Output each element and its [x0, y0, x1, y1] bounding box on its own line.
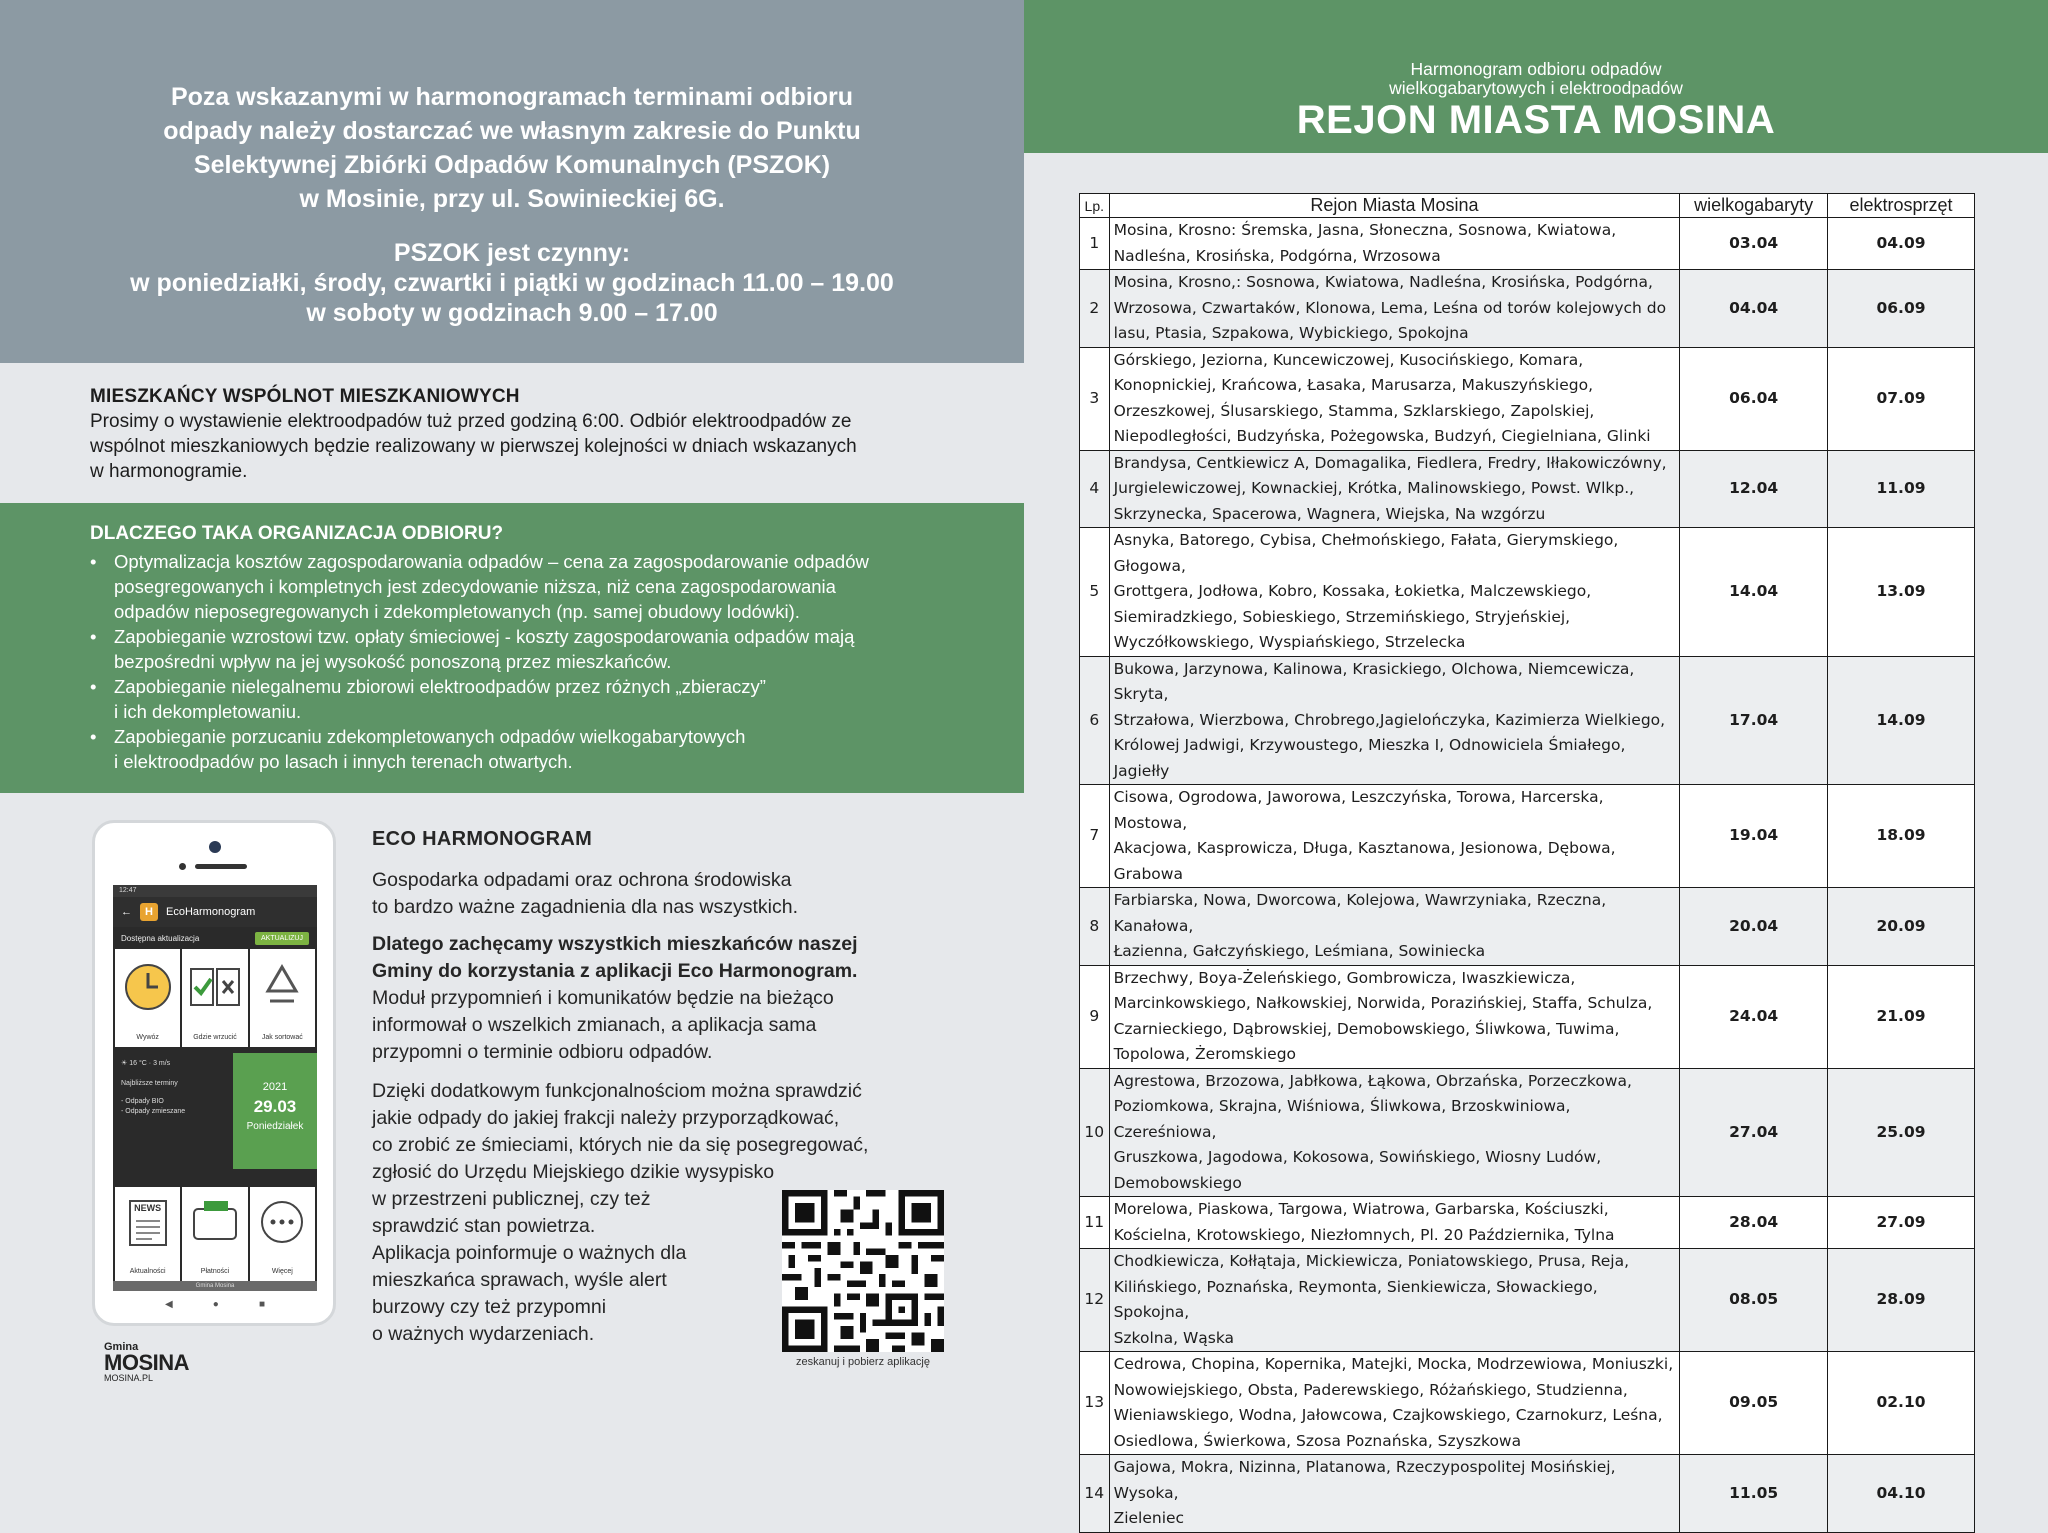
camera-icon	[209, 841, 221, 853]
row-number: 7	[1080, 785, 1110, 888]
eco-p2: Dlatego zachęcamy wszystkich mieszkańców naszej Gminy do korzystania z aplikacji Eco Harmonogram. Moduł przypomnień i komunikatów będzie na bieżąco informował o wszelkich zmianach, a aplikacja sama przypomni o terminie odbioru odpadów.	[372, 933, 858, 1063]
street-line: Skrzynecka, Spacerowa, Wagnera, Wiejska, Na wzgórzu	[1113, 504, 1546, 523]
update-button: AKTUALIZUJ	[255, 932, 309, 945]
schedule-title: REJON MIASTA MOSINA	[1296, 98, 1776, 142]
street-line: Niepodległości, Budzyńska, Pożegowska, Budzyń, Ciegielniana, Glinki	[1113, 427, 1651, 445]
calendar-widget	[113, 1053, 317, 1169]
date-electro-waste: 14.09	[1828, 656, 1975, 785]
date-large-waste: 19.04	[1680, 785, 1828, 888]
row-streets	[1109, 347, 1680, 450]
street-line: Szkolna, Wąska	[1113, 1328, 1235, 1347]
tile-pickup: Wywóz	[115, 949, 180, 1047]
row-streets	[1109, 656, 1680, 785]
recycle-icon	[256, 961, 308, 1013]
back-nav-icon: ◀	[165, 1299, 173, 1310]
home-nav-icon: ●	[212, 1299, 219, 1310]
weather-info: ☀ 16 °C · 3 m/s Najbliższe terminy - Odpady BIO - Odpady zmieszane	[113, 1053, 233, 1169]
table-row	[1080, 656, 1975, 785]
street-line: Brzechwy, Boya-Żeleńskiego, Gombrowicza, Iwaszkiewicza,	[1113, 968, 1576, 987]
date-large-waste: 09.05	[1680, 1352, 1828, 1455]
table-row	[1080, 888, 1975, 966]
row-streets	[1109, 218, 1680, 270]
row-number: 12	[1080, 1249, 1110, 1352]
date-large-waste: 17.04	[1680, 656, 1828, 785]
street-line: Górskiego, Jeziorna, Kuncewiczowej, Kusocińskiego, Komara,	[1113, 350, 1584, 369]
schedule-subtitle: Harmonogram odbioru odpadów wielkogabarytowych i elektroodpadów	[1389, 59, 1683, 98]
top-tiles	[113, 949, 317, 1047]
row-number: 3	[1080, 347, 1110, 450]
street-line: Nadleśna, Krosińska, Podgórna, Wrzosowa	[1113, 246, 1441, 265]
app-header	[113, 897, 317, 927]
row-number: 8	[1080, 888, 1110, 966]
schedule-header	[1024, 0, 2048, 153]
table-row	[1080, 1068, 1975, 1197]
street-line: Gruszkowa, Jagodowa, Kokosowa, Sowińskiego, Wiosny Ludów,	[1113, 1148, 1602, 1166]
street-line: Mosina, Krosno: Śremska, Jasna, Słoneczna, Sosnowa, Kwiatowa,	[1113, 221, 1617, 239]
housing-heading: MIESZKAŃCY WSPÓLNOT MIESZKANIOWYCH	[90, 386, 520, 407]
status-bar: 12:47	[113, 885, 317, 897]
date-large-waste: 12.04	[1680, 450, 1828, 528]
date-large-waste: 27.04	[1680, 1068, 1828, 1197]
phone-mockup	[92, 820, 336, 1326]
why-item: • Zapobieganie wzrostowi tzw. opłaty śmieciowej - koszty zagospodarowania odpadów mają bezpośredni wpływ na jej wysokość ponoszoną przez mieszkańców.	[90, 624, 970, 674]
street-line: Orzeszkowej, Ślusarskiego, Stamma, Szklarskiego, Zapolskiej,	[1113, 401, 1595, 420]
eco-harmonogram-section	[372, 826, 972, 1076]
tile-more: Więcej	[250, 1187, 315, 1281]
why-heading: DLACZEGO TAKA ORGANIZACJA ODBIORU?	[90, 523, 504, 544]
qr-caption: zeskanuj i pobierz aplikację	[796, 1356, 930, 1368]
left-panel	[0, 0, 1024, 1461]
street-line: Strzałowa, Wierzbowa, Chrobrego,Jagielończyka, Kazimierza Wielkiego,	[1113, 710, 1666, 729]
app-footer: Gmina Mosina	[113, 1281, 317, 1291]
date-electro-waste: 20.09	[1828, 888, 1975, 966]
pszok-hours-title: PSZOK jest czynny:	[393, 239, 631, 267]
street-line: Konopnickiej, Krańcowa, Łasaka, Marusarza, Makuszyńskiego,	[1113, 376, 1594, 394]
street-line: Topolowa, Żeromskiego	[1113, 1045, 1297, 1063]
row-streets	[1109, 888, 1680, 966]
date-large-waste: 14.04	[1680, 528, 1828, 657]
street-line: Siemiradzkiego, Sobieskiego, Strzemińskiego, Stryjeńskiej,	[1113, 607, 1571, 626]
housing-communities-section	[90, 385, 960, 484]
date-electro-waste: 02.10	[1828, 1352, 1975, 1455]
next-date: 2021 29.03 Poniedziałek	[233, 1053, 317, 1169]
row-number: 4	[1080, 450, 1110, 528]
clock-icon	[122, 961, 174, 1013]
schedule-table	[1079, 193, 1975, 1533]
street-line: Zieleniec	[1113, 1509, 1185, 1527]
table-header-row	[1080, 194, 1975, 218]
table-row	[1080, 347, 1975, 450]
why-section	[0, 503, 1024, 793]
sun-icon: ☀	[121, 1060, 128, 1067]
table-row	[1080, 270, 1975, 348]
date-electro-waste: 28.09	[1828, 1249, 1975, 1352]
street-line: lasu, Ptasia, Szpakowa, Wybickiego, Spokojna	[1113, 324, 1469, 342]
row-streets	[1109, 785, 1680, 888]
pszok-hours: w poniedziałki, środy, czwartki i piątki w godzinach 11.00 – 19.00 w soboty w godzinach 9.00 – 17.00	[130, 269, 894, 327]
sensor-dot	[179, 863, 186, 870]
row-number: 2	[1080, 270, 1110, 348]
table-row	[1080, 218, 1975, 270]
more-icon	[259, 1199, 305, 1245]
qr-code-icon[interactable]	[782, 1190, 944, 1352]
phone-nav-bar	[165, 1299, 265, 1310]
street-line: Kilińskiego, Poznańska, Reymonta, Sienkiewicza, Słowackiego, Spokojna,	[1113, 1277, 1598, 1321]
street-line: Wieniawskiego, Wodna, Jałowcowa, Czajkowskiego, Czarnokurz, Leśna,	[1113, 1406, 1663, 1424]
table-row	[1080, 1197, 1975, 1249]
bins-icon	[187, 961, 243, 1013]
street-line: Królowej Jadwigi, Krzywoustego, Mieszka I, Odnowiciela Śmiałego, Jagiełły	[1113, 736, 1626, 780]
table-row	[1080, 785, 1975, 888]
street-line: Farbiarska, Nowa, Dworcowa, Kolejowa, Wawrzyniaka, Rzeczna, Kanałowa,	[1113, 891, 1607, 935]
date-electro-waste: 04.09	[1828, 218, 1975, 270]
table-row	[1080, 1455, 1975, 1533]
recent-nav-icon: ■	[258, 1299, 265, 1310]
date-electro-waste: 25.09	[1828, 1068, 1975, 1197]
row-streets	[1109, 450, 1680, 528]
why-list	[90, 549, 970, 774]
date-large-waste: 03.04	[1680, 218, 1828, 270]
date-large-waste: 08.05	[1680, 1249, 1828, 1352]
date-large-waste: 20.04	[1680, 888, 1828, 966]
street-line: Gajowa, Mokra, Nizinna, Platanowa, Rzeczypospolitej Mosińskiej, Wysoka,	[1113, 1458, 1616, 1502]
wallet-icon	[190, 1199, 240, 1243]
row-streets	[1109, 1249, 1680, 1352]
date-electro-waste: 18.09	[1828, 785, 1975, 888]
row-number: 10	[1080, 1068, 1110, 1197]
street-line: Brandysa, Centkiewicz A, Domagalika, Fiedlera, Fredry, Iłłakowiczówny,	[1113, 453, 1667, 472]
date-large-waste: 04.04	[1680, 270, 1828, 348]
why-item: • Zapobieganie nielegalnemu zbiorowi elektroodpadów przez różnych „zbieraczy” i ich dekompletowaniu.	[90, 674, 970, 724]
date-electro-waste: 04.10	[1828, 1455, 1975, 1533]
row-number: 14	[1080, 1455, 1110, 1533]
date-large-waste: 11.05	[1680, 1455, 1828, 1533]
table-row	[1080, 1249, 1975, 1352]
row-number: 6	[1080, 656, 1110, 785]
street-line: Kościelna, Krotowskiego, Niezłomnych, Pl. 20 Października, Tylna	[1113, 1225, 1615, 1244]
housing-text: Prosimy o wystawienie elektroodpadów tuż przed godziną 6:00. Odbiór elektroodpadów ze wspólnot mieszkaniowych będzie realizowany w pierwszej kolejności w dniach wskazanych w harmonogramie.	[90, 411, 857, 482]
bottom-tiles	[115, 1187, 315, 1281]
street-line: Osiedlowa, Świerkowa, Szosa Poznańska, Szyszkowa	[1113, 1431, 1522, 1450]
row-number: 5	[1080, 528, 1110, 657]
date-electro-waste: 07.09	[1828, 347, 1975, 450]
table-row	[1080, 965, 1975, 1068]
date-electro-waste: 13.09	[1828, 528, 1975, 657]
tile-news: NEWS Aktualności	[115, 1187, 180, 1281]
row-streets	[1109, 528, 1680, 657]
street-line: Marcinkowskiego, Nałkowskiej, Norwida, Porazińskiej, Staffa, Schulza,	[1113, 994, 1653, 1012]
row-streets	[1109, 270, 1680, 348]
row-streets	[1109, 965, 1680, 1068]
row-streets	[1109, 1068, 1680, 1197]
street-line: Czarnieckiego, Dąbrowskiej, Demobowskiego, Śliwkowa, Tuwima,	[1113, 1019, 1620, 1038]
date-large-waste: 24.04	[1680, 965, 1828, 1068]
row-number: 11	[1080, 1197, 1110, 1249]
row-streets	[1109, 1455, 1680, 1533]
date-electro-waste: 27.09	[1828, 1197, 1975, 1249]
pszok-intro: Poza wskazanymi w harmonogramach terminami odbioru odpady należy dostarczać we własnym zakresie do Punktu Selektywnej Zbiórki Odpadów Komunalnych (PSZOK) w Mosinie, przy ul. Sowinieckiej 6G.	[163, 83, 861, 213]
street-line: Bukowa, Jarzynowa, Kalinowa, Krasickiego, Olchowa, Niemcewicza, Skryta,	[1113, 659, 1635, 703]
col-large: wielkogabaryty	[1680, 194, 1828, 218]
tile-payments: Płatności	[182, 1187, 247, 1281]
street-line: Cisowa, Ogrodowa, Jaworowa, Leszczyńska, Torowa, Harcerska, Mostowa,	[1113, 788, 1604, 832]
date-electro-waste: 06.09	[1828, 270, 1975, 348]
eco-p1: Gospodarka odpadami oraz ochrona środowiska to bardzo ważne zagadnienia dla nas wszystkich.	[372, 869, 798, 918]
table-row	[1080, 1352, 1975, 1455]
street-line: Mosina, Krosno,: Sosnowa, Kwiatowa, Nadleśna, Krosińska, Podgórna,	[1113, 273, 1653, 291]
speaker-grille	[195, 864, 247, 869]
tile-sort: Jak sortować	[250, 949, 315, 1047]
table-row	[1080, 528, 1975, 657]
date-large-waste: 28.04	[1680, 1197, 1828, 1249]
street-line: Morelowa, Piaskowa, Targowa, Wiatrowa, Garbarska, Kościuszki,	[1113, 1200, 1609, 1218]
table-row	[1080, 450, 1975, 528]
phone-screen	[113, 885, 317, 1291]
street-line: Jurgielewiczowej, Kownackiej, Krótka, Malinowskiego, Powst. Wlkp.,	[1113, 479, 1635, 497]
date-large-waste: 06.04	[1680, 347, 1828, 450]
why-item: • Optymalizacja kosztów zagospodarowania odpadów – cena za zagospodarowanie odpadów posegregowanych i kompletnych jest zdecydowanie niższa, niż cena zagospodarowania odpadów nieposegregowanych i zdekompletowanych (np. samej obudowy lodówki).	[90, 549, 970, 624]
row-streets	[1109, 1197, 1680, 1249]
street-line: Poziomkowa, Skrajna, Wiśniowa, Śliwkowa, Brzoskwiniowa, Czereśniowa,	[1113, 1097, 1571, 1141]
right-panel	[1024, 0, 2048, 1527]
row-number: 13	[1080, 1352, 1110, 1455]
street-line: Wrzosowa, Czwartaków, Klonowa, Lema, Leśna od torów kolejowych do	[1113, 298, 1667, 317]
back-arrow-icon: ←	[121, 906, 132, 918]
gmina-mosina-logo: Gmina MOSINA MOSINA.PL	[104, 1341, 189, 1383]
street-line: Agrestowa, Brzozowa, Jabłkowa, Łąkowa, Obrzańska, Porzeczkowa,	[1113, 1071, 1632, 1090]
date-electro-waste: 21.09	[1828, 965, 1975, 1068]
street-line: Chodkiewicza, Kołłątaja, Mickiewicza, Poniatowskiego, Prusa, Reja,	[1113, 1252, 1630, 1270]
app-name: EcoHarmonogram	[166, 906, 256, 918]
col-electro: elektrosprzęt	[1828, 194, 1975, 218]
date-electro-waste: 11.09	[1828, 450, 1975, 528]
row-streets	[1109, 1352, 1680, 1455]
street-line: Nowowiejskiego, Obsta, Paderewskiego, Różańskiego, Studzienna,	[1113, 1380, 1628, 1399]
col-lp: Lp.	[1080, 194, 1110, 218]
app-logo-icon: H	[140, 903, 158, 921]
update-bar: Dostępna aktualizacja AKTUALIZUJ	[113, 927, 317, 949]
row-number: 9	[1080, 965, 1110, 1068]
eco-heading: ECO HARMONOGRAM	[372, 828, 593, 850]
street-line: Cedrowa, Chopina, Kopernika, Matejki, Mocka, Modrzewiowa, Moniuszki,	[1113, 1355, 1674, 1373]
row-number: 1	[1080, 218, 1110, 270]
eco-p3: Dzięki dodatkowym funkcjonalnościom można sprawdzić jakie odpady do jakiej frakcji należy przyporządkować, co zrobić ze śmieciami, których nie da się posegregować, zgłosić do Urzędu Miejskiego dzikie wysypisko w przestrzeni publicznej, czy też sprawdzić stan powietrza. Aplikacja poinformuje o ważnych dla mieszkańca sprawach, wyśle alert burzowy czy też przypomni o ważnych wydarzeniach.	[372, 1080, 869, 1345]
street-line: Asnyka, Batorego, Cybisa, Chełmońskiego, Fałata, Gierymskiego, Głogowa,	[1113, 531, 1619, 575]
street-line: Akacjowa, Kasprowicza, Długa, Kasztanowa, Jesionowa, Dębowa, Grabowa	[1113, 839, 1616, 883]
schedule-body	[1080, 218, 1975, 1533]
pszok-info-box	[0, 0, 1024, 363]
street-line: Łazienna, Gałczyńskiego, Leśmiana, Sowiniecka	[1113, 942, 1486, 960]
street-line: Wyczółkowskiego, Wyspiańskiego, Strzelecka	[1113, 633, 1466, 651]
tile-where: Gdzie wrzucić	[182, 949, 247, 1047]
street-line: Grottgera, Jodłowa, Kobro, Kossaka, Łokietka, Malczewskiego,	[1113, 582, 1592, 600]
why-item: • Zapobieganie porzucaniu zdekompletowanych odpadów wielkogabarytowych i elektroodpadów po lasach i innych terenach otwartych.	[90, 724, 970, 774]
street-line: Demobowskiego	[1113, 1173, 1242, 1192]
col-region: Rejon Miasta Mosina	[1109, 194, 1680, 218]
